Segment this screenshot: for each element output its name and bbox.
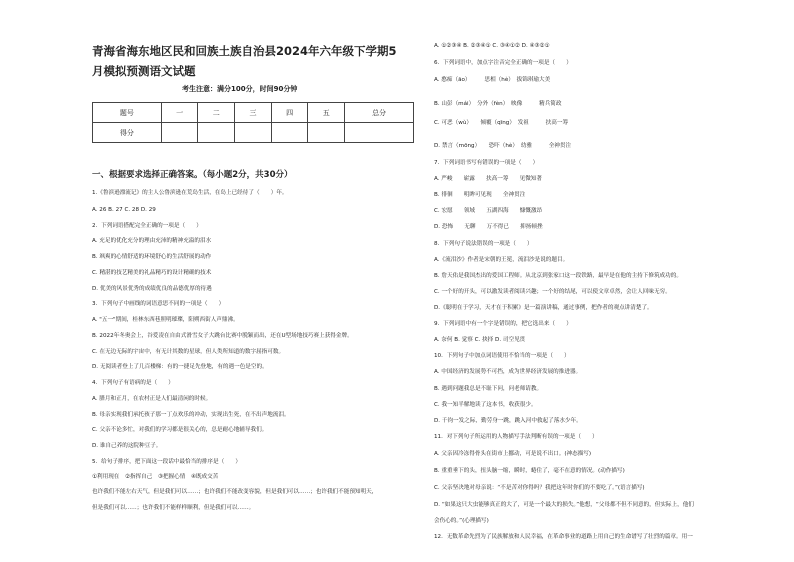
section-heading: 一、根据要求选择正确答案。（每小题2分，共30分）: [92, 170, 293, 180]
right-question-line: D. 恐怖 无聊 万不得已 抑扬顿挫: [434, 224, 543, 230]
exam-notice: 考生注意：满分100分，时间90分钟: [182, 85, 298, 93]
right-question-line: C. 我一知半解地读了这本书，收获很少。: [434, 402, 537, 408]
left-question-line: D. 谁自己养的这院种豆子。: [92, 443, 162, 449]
right-question-line: A. 父亲因冷冻得骨头在街市上挪动，可是说不出口。(神态描写): [434, 451, 592, 457]
left-question-line: 3．下列句子中画线的词语意思不同的一项是（ ）: [92, 301, 225, 307]
right-question-line: D. “如果这只大虫能够真正的大了，可是一个最大的损失。”他想，“父母都不但不同意的，但实际上，他们: [434, 502, 694, 508]
left-question-line: 2．下列词语搭配完全正确的一项是（ ）: [92, 223, 202, 229]
score-table-header-row: [93, 103, 414, 123]
score-cell[interactable]: [345, 123, 414, 143]
score-cell[interactable]: [198, 123, 235, 143]
right-question-line: 会伤心的。”(心理描写): [434, 518, 489, 524]
right-question-line: A. 奈何 B. 觉察 C. 抉择 D. 司空见贯: [434, 337, 526, 343]
right-question-line: 12．无数革命先烈为了民族解放和人民幸福，在革命事业的道路上用自己的生命谱写了壮烈的篇章。用一: [434, 534, 693, 540]
left-question-line: C. 在无边无际的宇宙中，有无计其数的星球，但人类所知道的数字屈指可数。: [92, 349, 285, 355]
score-cell[interactable]: [161, 123, 198, 143]
left-question-line: 4．下列句子有语病的是（ ）: [92, 380, 174, 386]
right-question-line: D.《聪明在于学习，天才在于积累》是一篇演讲稿，通过事例，把作者的观点讲清楚了。: [434, 305, 653, 311]
right-question-line: 8．下列句子说法错误的一项是（ ）: [434, 241, 533, 247]
right-question-line: A.《流泪沙》作者是宋朝的王冕，流泪沙是说的题目。: [434, 257, 569, 263]
score-row-label: 得分: [93, 123, 162, 143]
score-cell[interactable]: [308, 123, 345, 143]
score-header-cell: 题号: [93, 103, 162, 123]
score-table-score-row: [93, 123, 414, 143]
score-header-cell: 总分: [345, 103, 414, 123]
right-question-line: D. 禁言（mōng） 恐吓（hè） 幼雅 全神贯注: [434, 143, 572, 149]
score-header-cell: 四: [271, 103, 308, 123]
right-question-line: A. 憨痴（āo） 思相（hè） 拔锦琪瑜大美: [434, 77, 551, 83]
score-header-cell: 二: [198, 103, 235, 123]
right-question-line: B. 山彭（mái） 分外（fèn） 映像 精兵简政: [434, 101, 562, 107]
left-question-line: B. 母亲实现我们承托孩子那一丁点欢乐的冲动，实现出生死，在不出声地流泪。: [92, 412, 290, 418]
left-question-line: 5．给句子排序，把下面这一段话中最恰当的排序是（ ）: [92, 459, 241, 465]
left-question-line: A. 充足的优化充分的理由充沛的精神充溢的泪水: [92, 238, 212, 244]
left-question-line: B. 飒爽的心情舒适的环境舒心的生活舒展的动作: [92, 254, 212, 260]
right-question-line: A. 严峻 崭露 扶高一筹 见微知著: [434, 176, 542, 182]
right-question-line: C. 宏愿 领域 五湖四海 慷慨激昂: [434, 208, 543, 214]
score-header-cell: 五: [308, 103, 345, 123]
left-question-line: A. "五一"期间，桂林东西巷照明璀璨，阳朔西街人声鼎沸。: [92, 317, 239, 323]
right-question-line: 7．下列词语书写有错误的一项是（ ）: [434, 160, 539, 166]
right-question-line: 6．下列词语中，加点字注音完全正确的一项是（ ）: [434, 60, 572, 66]
right-question-line: D. 千钧一发之际，勤劳身一跳，跳入河中救起了落水少年。: [434, 418, 582, 424]
left-question-line: 但是我们可以……；也许我们不能样样顺利，但是我们可以……。: [92, 505, 255, 511]
left-question-line: ①利用现在 ②指挥自己 ③把握心情 ④既成交苦: [92, 474, 219, 480]
right-question-line: B. 重重垂下的头，扭头脑一缩，瞬时，蜷住了，毫不在意的情况。(动作描写): [434, 468, 625, 474]
score-table: [92, 102, 414, 143]
left-question-line: 也许我们不能左右天气，但是我们可以……；也许我们不能改变容貌，但是我们可以……；也许我们不能预知明天，: [92, 489, 378, 495]
left-question-line: B. 2022年冬奥会上，谷爱凌在自由式滑雪女子大跳台比赛中脱颖而出，还在U型场地技巧赛上获得金牌。: [92, 333, 353, 339]
score-cell[interactable]: [271, 123, 308, 143]
left-question-line: C. 精湛的技艺精美的礼品精巧的设计精确的技术: [92, 270, 212, 276]
score-header-cell: 一: [161, 103, 198, 123]
left-question-line: D. 无阅读者登上了几百楼梯：有的一捷足先登地，有的遇一色是空的。: [92, 364, 268, 370]
left-question-line: D. 优美的风景优秀的成绩优良的品德优厚的待遇: [92, 286, 212, 292]
right-question-line: C. 一个好的开头，可以激发读者阅读兴趣；一个好的结尾，可以使文章卓然，会让人回味无穷。: [434, 289, 671, 295]
right-question-line: 11．对下列句子所运用的人物描写手法判断有误的一项是（ ）: [434, 434, 598, 440]
score-header-cell: 三: [235, 103, 272, 123]
exam-title-line2: 月模拟预测语文试题: [92, 64, 196, 78]
left-question-line: A. 26 B. 27 C. 28 D. 29: [92, 207, 156, 213]
exam-title-line1: 青海省海东地区民和回族土族自治县2024年六年级下学期5: [92, 44, 397, 58]
right-question-line: B. 徘徊 明眸可见现 全神贯注: [434, 192, 526, 198]
right-question-line: 9．下列词语中有一个字是错误的，把它选出来（ ）: [434, 321, 572, 327]
left-question-line: 1.《鲁滨逊漂流记》的主人公鲁滨逊在荒岛生活，在岛上已经待了（ ）年。: [92, 190, 288, 196]
right-question-line: B. 遇到问题我总是不耻下问，问老师请教。: [434, 386, 543, 392]
right-question-line: 10．下列句子中加点词语使用不恰当的一项是（ ）: [434, 353, 570, 359]
right-question-line: C. 父亲坚决地对母亲说：“不是苦对你得吗？我把这年时你们的不要吃了。”(语言描写): [434, 485, 645, 491]
right-question-line: A. ①②③④ B. ②③④① C. ③④①② D. ④③②①: [434, 43, 550, 49]
right-question-line: A. 中国经济的发展势不可挡，成为世界经济发展的推进器。: [434, 369, 582, 375]
right-question-line: B. 詹天佑是我国杰出的爱国工程师。从北京到张家口这一段铁路，最早是在他的主持下修筑成功的。: [434, 273, 682, 279]
left-question-line: C. 父亲不论多忙，对我们的学习都是很关心的，总是耐心地辅导我们。: [92, 427, 268, 433]
left-question-line: A. 腊月和正月，在农村正是人们最清闲的时候。: [92, 396, 212, 402]
score-cell[interactable]: [235, 123, 272, 143]
right-question-line: C. 可恶（wù） 倾覆（qīng） 发祖 扶高一筹: [434, 120, 569, 126]
